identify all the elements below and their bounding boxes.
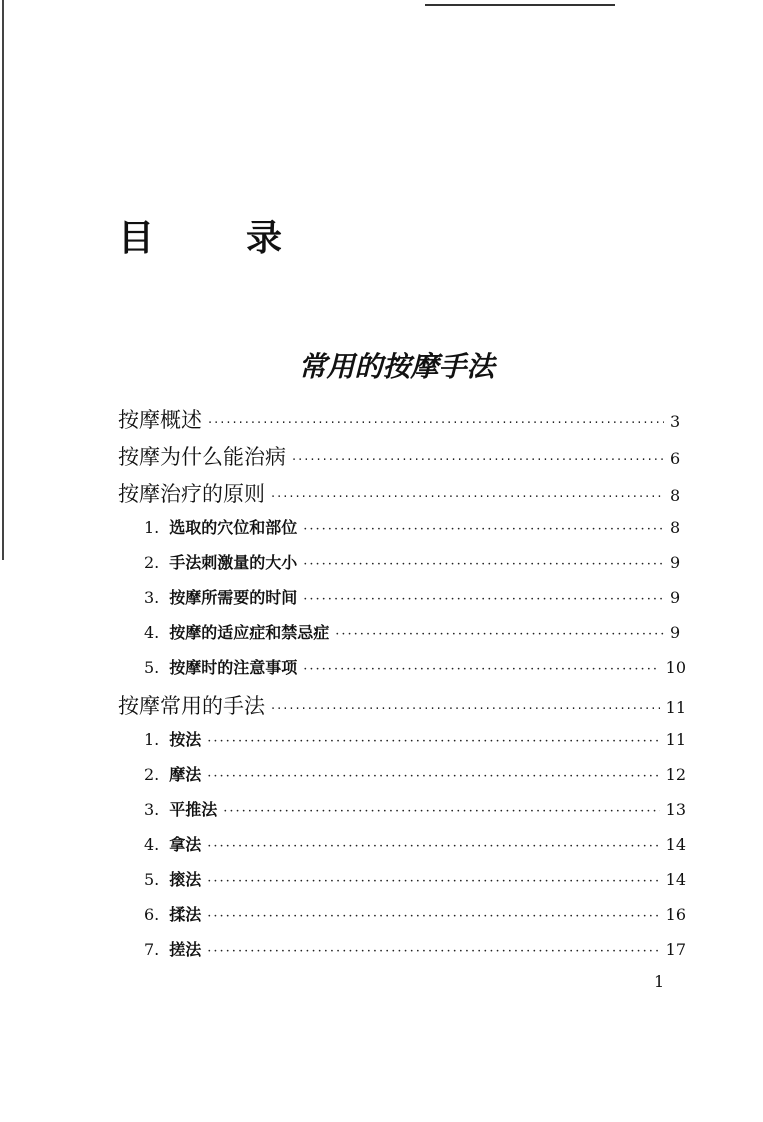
toc-entry[interactable] <box>118 690 686 727</box>
dot-leader <box>303 522 664 537</box>
entry-number: 5. <box>144 870 160 889</box>
dot-leader <box>335 627 664 642</box>
entry-title: 按摩为什么能治病 <box>118 445 286 469</box>
toc-entry[interactable] <box>118 585 686 620</box>
entry-number: 7. <box>144 940 160 959</box>
entry-page: 6 <box>670 449 681 468</box>
entry-page: 14 <box>665 870 686 889</box>
entry-page: 13 <box>665 800 686 819</box>
toc-entry[interactable] <box>118 867 686 902</box>
entry-title: 按摩常用的手法 <box>118 694 265 718</box>
entry-page: 9 <box>670 623 681 642</box>
entry-page: 14 <box>665 835 686 854</box>
entry-title: 按法 <box>169 730 202 749</box>
entry-page: 17 <box>665 940 686 959</box>
entry-number: 6. <box>144 905 160 924</box>
entry-page: 8 <box>670 486 681 505</box>
toc-entry[interactable] <box>118 797 686 832</box>
entry-page: 12 <box>665 765 686 784</box>
dot-leader <box>271 702 660 717</box>
entry-number: 1. <box>144 518 160 537</box>
toc-entry[interactable] <box>118 937 686 972</box>
entry-number: 1. <box>144 730 160 749</box>
entry-title: 按摩所需要的时间 <box>169 588 298 607</box>
entry-number: 5. <box>144 658 160 677</box>
toc-entry[interactable] <box>118 762 686 797</box>
entry-title: 按摩概述 <box>118 408 202 432</box>
heading-char: 录 <box>246 218 283 259</box>
entry-page: 9 <box>670 553 681 572</box>
entry-title: 平推法 <box>169 800 218 819</box>
entry-page: 3 <box>670 412 681 431</box>
entry-title: 揉法 <box>169 905 202 924</box>
entry-title: 选取的穴位和部位 <box>169 518 298 537</box>
dot-leader <box>223 804 659 819</box>
entry-title: 按摩时的注意事项 <box>169 658 298 677</box>
entry-title: 按摩治疗的原则 <box>118 482 265 506</box>
entry-page: 11 <box>665 698 686 717</box>
entry-number: 2. <box>144 553 160 572</box>
left-rule <box>2 0 4 560</box>
toc-entry[interactable] <box>118 655 686 690</box>
toc-entry[interactable] <box>118 515 686 550</box>
dot-leader <box>303 662 659 677</box>
section-title: 常用的按摩手法 <box>298 350 495 383</box>
entry-title: 搓法 <box>169 940 202 959</box>
toc-entry[interactable] <box>118 727 686 762</box>
dot-leader <box>207 874 659 889</box>
toc-entry[interactable] <box>118 832 686 867</box>
dot-leader <box>208 416 664 431</box>
entry-number: 4. <box>144 623 160 642</box>
dot-leader <box>207 769 659 784</box>
toc-entry[interactable] <box>118 902 686 937</box>
entry-title: 拿法 <box>169 835 202 854</box>
dot-leader <box>207 734 659 749</box>
dot-leader <box>303 592 664 607</box>
dot-leader <box>207 839 659 854</box>
entry-title: 摩法 <box>169 765 202 784</box>
heading-char: 目 <box>118 218 155 259</box>
dot-leader <box>271 490 664 505</box>
toc-entry[interactable] <box>118 550 686 585</box>
table-of-contents <box>118 404 686 972</box>
toc-entry[interactable] <box>118 620 686 655</box>
dot-leader <box>207 944 659 959</box>
entry-number: 4. <box>144 835 160 854</box>
entry-title: 手法刺激量的大小 <box>169 553 298 572</box>
entry-number: 3. <box>144 588 160 607</box>
entry-page: 16 <box>665 905 686 924</box>
dot-leader <box>207 909 659 924</box>
toc-entry[interactable] <box>118 404 686 441</box>
toc-entry[interactable] <box>118 441 686 478</box>
toc-entry[interactable] <box>118 478 686 515</box>
entry-title: 㨰法 <box>169 870 202 889</box>
entry-page: 8 <box>670 518 681 537</box>
entry-page: 9 <box>670 588 681 607</box>
top-rule <box>425 4 615 6</box>
entry-number: 3. <box>144 800 160 819</box>
entry-title: 按摩的适应症和禁忌症 <box>169 623 330 642</box>
entry-number: 2. <box>144 765 160 784</box>
entry-page: 10 <box>665 658 686 677</box>
dot-leader <box>303 557 664 572</box>
page-number: 1 <box>654 972 665 991</box>
dot-leader <box>292 453 664 468</box>
entry-page: 11 <box>665 730 686 749</box>
